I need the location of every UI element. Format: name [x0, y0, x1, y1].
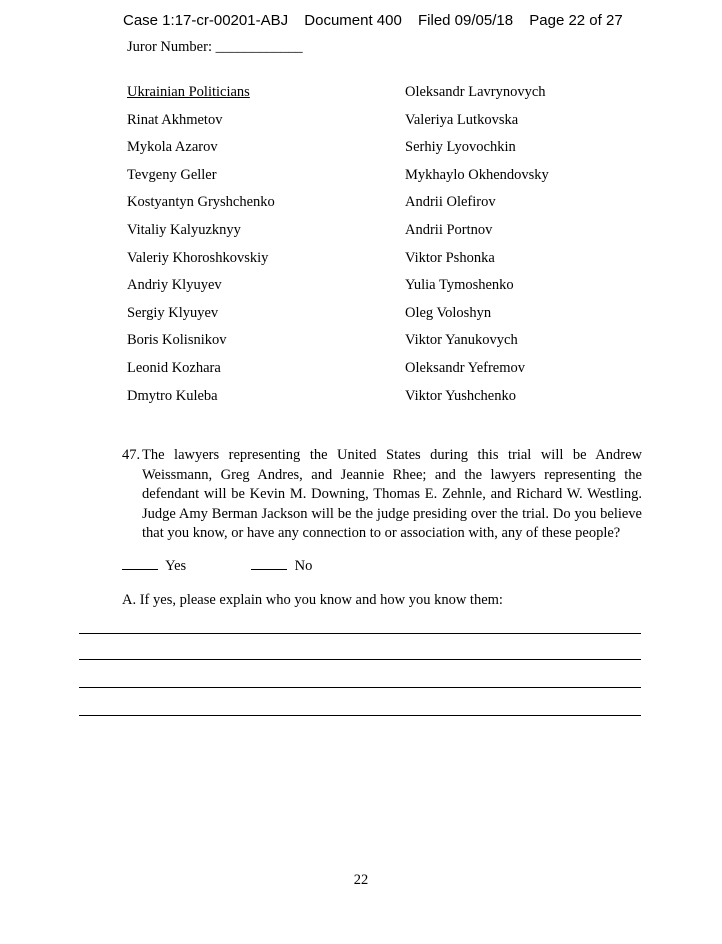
list-item: Tevgeny Geller: [127, 166, 217, 183]
page-count: Page 22 of 27: [529, 12, 623, 29]
list-item: Kostyantyn Gryshchenko: [127, 194, 275, 211]
yes-blank[interactable]: [122, 555, 158, 570]
list-item: Oleksandr Yefremov: [405, 359, 526, 376]
list-item: Leonid Kozhara: [127, 359, 221, 376]
no-option[interactable]: [251, 555, 312, 575]
question-number: 47.: [122, 447, 141, 463]
yes-option[interactable]: [122, 555, 186, 575]
list-item: Viktor Yanukovych: [405, 332, 518, 349]
list-item: Boris Kolisnikov: [127, 332, 227, 349]
page-number: 22: [353, 872, 369, 888]
list-item: Sergiy Klyuyev: [127, 304, 219, 321]
juror-number-line: [127, 39, 303, 56]
document-number: Document 400: [304, 12, 402, 29]
list-item: Valeriya Lutkovska: [405, 111, 519, 128]
list-item: Vitaliy Kalyuzknyy: [127, 221, 241, 238]
list-item: Andrii Portnov: [405, 221, 493, 238]
answer-line[interactable]: [79, 687, 641, 688]
answer-line[interactable]: [79, 659, 641, 660]
juror-number-blank: ____________: [215, 39, 303, 55]
case-header: [123, 12, 635, 29]
list-item: Valeriy Khoroshkovskiy: [127, 249, 269, 266]
names-right-column: [405, 82, 549, 413]
case-number: Case 1:17-cr-00201-ABJ: [123, 12, 289, 29]
subquestion-a: A. If yes, please explain who you know and how you know them:: [122, 592, 503, 608]
no-label: No: [294, 558, 313, 574]
list-item: Andriy Klyuyev: [127, 277, 222, 294]
list-item: Andrii Olefirov: [405, 194, 496, 211]
list-item: Dmytro Kuleba: [127, 387, 218, 404]
list-item: Mykhaylo Okhendovsky: [405, 166, 549, 183]
list-item: Serhiy Lyovochkin: [405, 139, 516, 156]
section-heading: Ukrainian Politicians: [127, 84, 250, 100]
juror-number-label: Juror Number:: [127, 39, 212, 55]
list-item: Viktor Pshonka: [405, 249, 495, 266]
filed-date: Filed 09/05/18: [418, 12, 514, 29]
list-item: Mykola Azarov: [127, 139, 218, 156]
list-item: Oleksandr Lavrynovych: [405, 84, 546, 100]
list-item: Viktor Yushchenko: [405, 387, 516, 404]
no-blank[interactable]: [251, 555, 287, 570]
list-item: Oleg Voloshyn: [405, 304, 492, 321]
question-47: [122, 446, 642, 544]
answer-line[interactable]: [79, 715, 641, 716]
yes-label: Yes: [165, 558, 187, 574]
question-text: The lawyers representing the United States during this trial will be Andrew Weissmann, Greg Andres, and Jeannie Rhee; and the lawyers representing the defendant will be Kevin M. Downing, Thomas E. Zehnle, and Richard W. Westling. Judge Amy Berman Jackson will be the judge presiding over the trial. Do you believe that you know, or have any connection to or association with, any of these people?: [142, 447, 642, 541]
list-item: Rinat Akhmetov: [127, 111, 223, 128]
answer-line[interactable]: [79, 633, 641, 634]
list-item: Yulia Tymoshenko: [405, 277, 514, 294]
names-left-column: [127, 82, 275, 413]
